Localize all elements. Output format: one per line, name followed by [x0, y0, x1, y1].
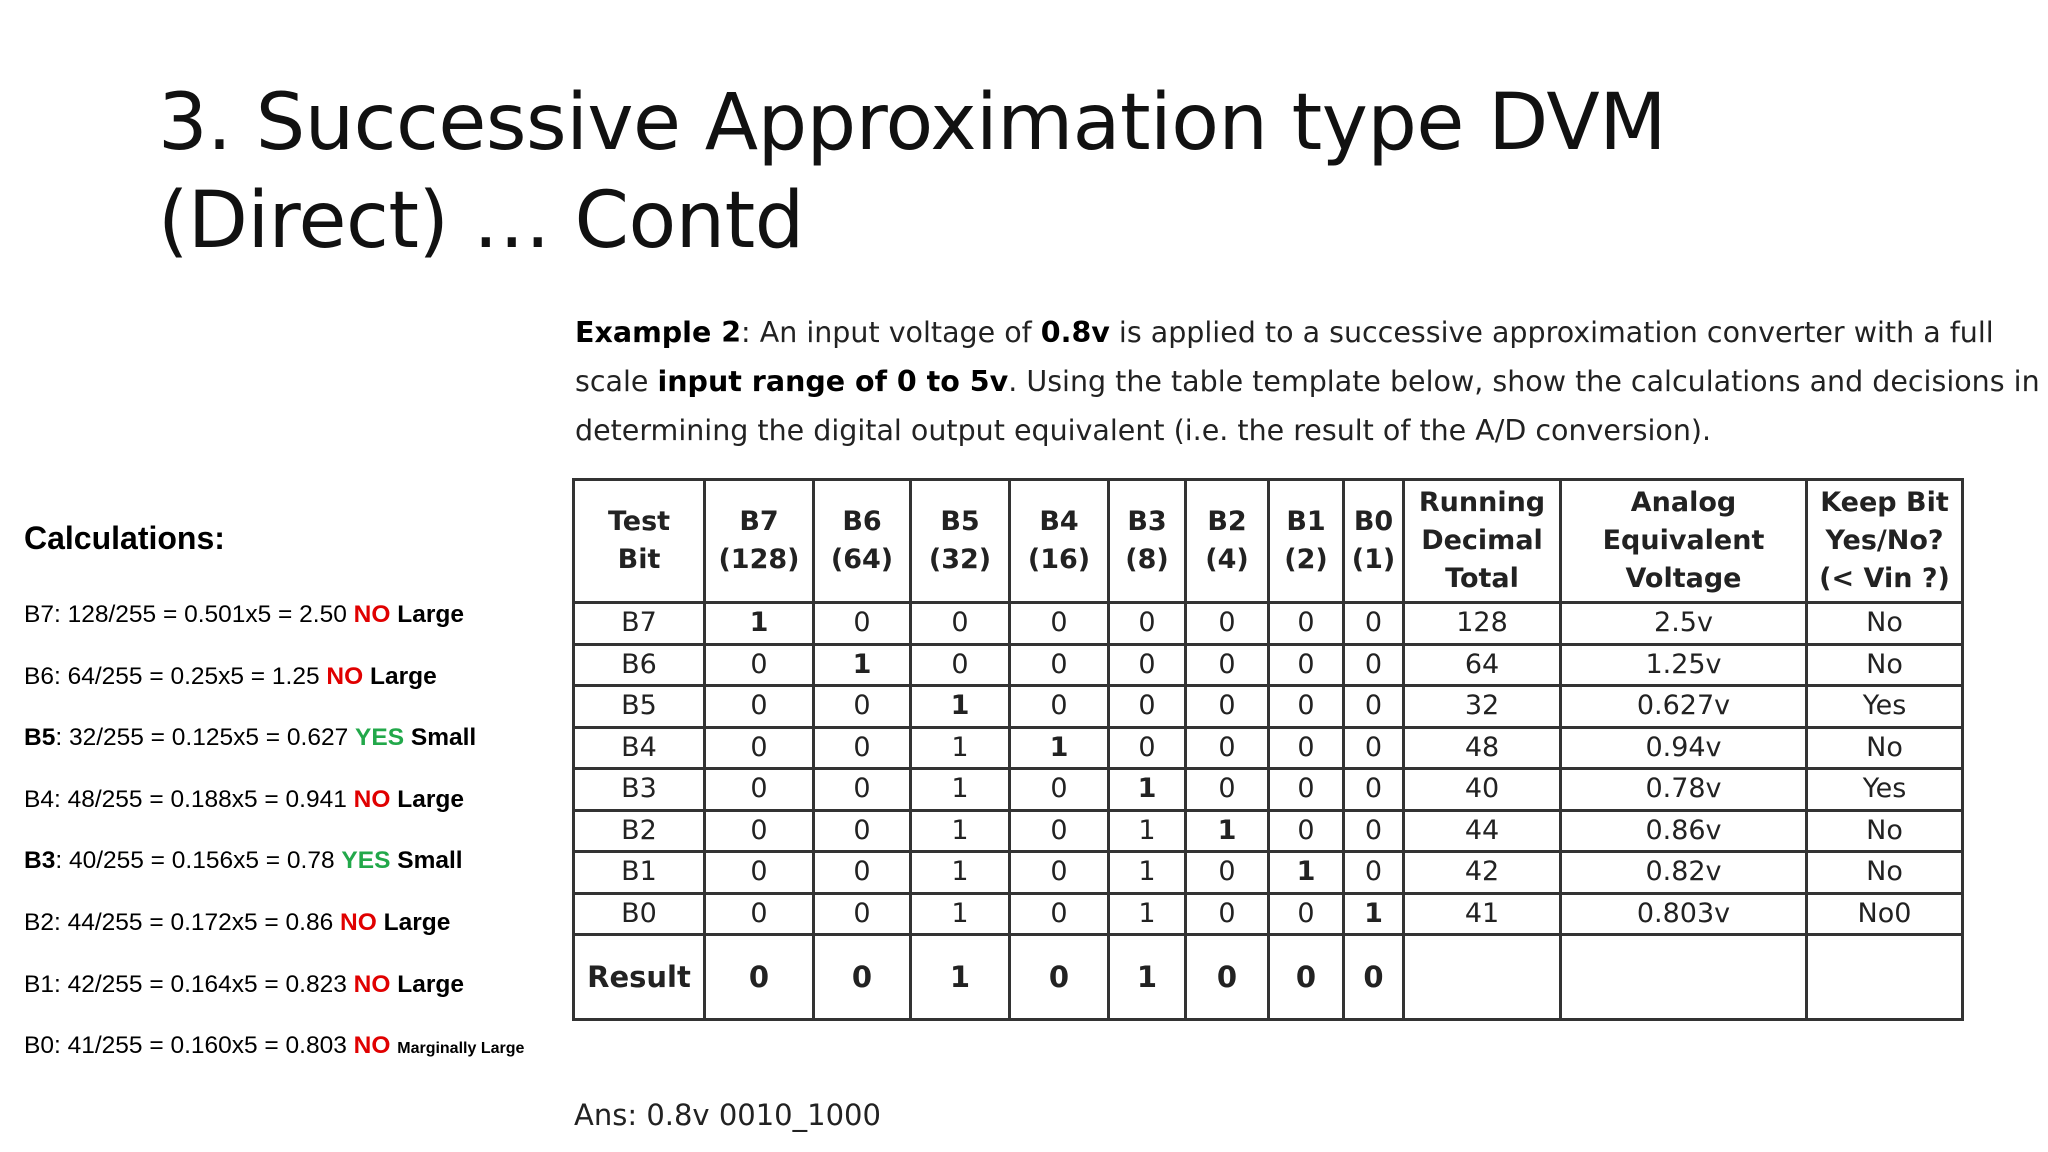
keep-bit-cell: Yes	[1807, 686, 1963, 728]
table-row	[574, 769, 1963, 811]
bit-cell: 1	[911, 769, 1010, 811]
bit-cell: 0	[705, 769, 814, 811]
bit-cell: 1	[1109, 852, 1186, 894]
table-header-text: Yes/No?	[1825, 525, 1944, 556]
analog-voltage-cell: 0.82v	[1561, 852, 1807, 894]
calculation-verdict: NO	[326, 662, 364, 690]
answer-text: Ans: 0.8v 0010_1000	[574, 1098, 881, 1132]
bit-cell: 0	[1344, 644, 1404, 686]
analog-voltage-cell: 0.86v	[1561, 810, 1807, 852]
calculation-bit: B1	[24, 970, 54, 998]
calculation-expression: : 32/255 = 0.125x5 = 0.627	[55, 724, 356, 752]
bit-cell: 0	[705, 644, 814, 686]
bit-cell: 0	[911, 644, 1010, 686]
table-header-text: (128)	[718, 544, 800, 575]
test-bit-cell: B1	[574, 852, 705, 894]
table-header-text: Equivalent	[1602, 525, 1765, 556]
bit-cell: 1	[1344, 893, 1404, 935]
running-total-cell: 128	[1404, 603, 1561, 645]
calculation-verdict: NO	[353, 970, 391, 998]
table-header-text: (2)	[1284, 544, 1328, 575]
test-bit-cell: B4	[574, 727, 705, 769]
calculation-expression: : 128/255 = 0.501x5 = 2.50	[53, 601, 354, 628]
table-header-cell	[1109, 480, 1186, 603]
calculation-bit: B6	[24, 662, 54, 690]
running-total-cell: 64	[1404, 644, 1561, 686]
keep-bit-cell: Yes	[1807, 769, 1963, 811]
table-header-text: B4	[1039, 506, 1079, 537]
calculation-verdict: NO	[340, 908, 377, 936]
table-header-cell	[814, 480, 911, 603]
bit-cell: 0	[1010, 810, 1109, 852]
bit-cell: 0	[1010, 769, 1109, 811]
example-voltage: 0.8v	[1040, 316, 1110, 349]
result-keep-bit-cell	[1807, 935, 1963, 1020]
keep-bit-cell: No	[1807, 810, 1963, 852]
bit-cell: 0	[1109, 727, 1186, 769]
table-header-text: B1	[1286, 506, 1326, 537]
bit-cell: 0	[1186, 893, 1269, 935]
calculation-expression: : 48/255 = 0.188x5 = 0.941	[53, 785, 354, 813]
analog-voltage-cell: 0.803v	[1561, 893, 1807, 935]
example-line-1	[575, 308, 2045, 357]
bit-cell: 0	[1269, 686, 1344, 728]
calculation-line	[24, 723, 564, 785]
table-header-cell	[1807, 480, 1963, 603]
bit-cell: 0	[814, 686, 911, 728]
calculation-bit: B7	[24, 601, 54, 628]
calculation-line	[24, 600, 564, 662]
bit-cell: 0	[1010, 852, 1109, 894]
calculation-verdict: YES	[355, 724, 405, 752]
calculation-line	[24, 970, 564, 1032]
bit-cell: 1	[1186, 810, 1269, 852]
calculation-expression: : 40/255 = 0.156x5 = 0.78	[55, 847, 342, 875]
keep-bit-cell: No	[1807, 603, 1963, 645]
calculation-kind: Large	[383, 908, 451, 936]
table-header-text: Voltage	[1625, 563, 1742, 594]
test-bit-cell: B3	[574, 769, 705, 811]
analog-voltage-cell: 0.627v	[1561, 686, 1807, 728]
running-total-cell: 42	[1404, 852, 1561, 894]
result-bit-cell: 1	[1109, 935, 1186, 1020]
table-header-text: B5	[940, 506, 980, 537]
table-header-cell	[1269, 480, 1344, 603]
slide-title-line-2: (Direct) … Contd	[158, 176, 804, 266]
table-header-text: (1)	[1351, 544, 1396, 575]
calculation-expression: : 41/255 = 0.160x5 = 0.803	[53, 1032, 354, 1060]
bit-cell: 0	[1344, 686, 1404, 728]
result-bit-cell: 0	[705, 935, 814, 1020]
result-bit-cell: 1	[911, 935, 1010, 1020]
table-header-text: (64)	[830, 544, 894, 575]
calculation-line	[24, 908, 564, 970]
table-header-cell	[1561, 480, 1807, 603]
bit-cell: 0	[814, 727, 911, 769]
table-row	[574, 603, 1963, 645]
table-row	[574, 686, 1963, 728]
example-line-2	[575, 357, 2045, 406]
calculation-bit: B4	[24, 785, 54, 813]
result-running-total-cell	[1404, 935, 1561, 1020]
table-header-text: Total	[1445, 563, 1519, 594]
calculation-line	[24, 785, 564, 847]
table-header-text: Keep Bit	[1820, 487, 1949, 518]
bit-cell: 0	[1186, 769, 1269, 811]
calculation-verdict: YES	[341, 847, 391, 875]
bit-cell: 0	[1269, 893, 1344, 935]
table-header-text: B0	[1353, 506, 1394, 537]
table-row	[574, 727, 1963, 769]
bit-cell: 1	[1109, 893, 1186, 935]
bit-cell: 0	[705, 810, 814, 852]
result-bit-cell: 0	[814, 935, 911, 1020]
calculation-verdict: NO	[353, 601, 391, 628]
calculation-kind: Small	[410, 724, 477, 752]
bit-cell: 1	[814, 644, 911, 686]
table-header-text: B2	[1207, 506, 1247, 537]
bit-cell: 0	[705, 686, 814, 728]
calculation-kind: Marginally Large	[397, 1040, 525, 1058]
bit-cell: 0	[1186, 727, 1269, 769]
bit-cell: 0	[1109, 644, 1186, 686]
bit-cell: 0	[911, 603, 1010, 645]
test-bit-cell: B5	[574, 686, 705, 728]
table-header-text: (16)	[1027, 544, 1091, 575]
bit-cell: 1	[911, 686, 1010, 728]
table-header-cell	[1010, 480, 1109, 603]
test-bit-cell: B7	[574, 603, 705, 645]
table-header-text: (32)	[928, 544, 992, 575]
table-header-text: (8)	[1125, 544, 1169, 575]
bit-cell: 0	[814, 893, 911, 935]
calculation-bit: B0	[24, 1032, 54, 1060]
result-bit-cell: 0	[1186, 935, 1269, 1020]
running-total-cell: 41	[1404, 893, 1561, 935]
conversion-table	[572, 478, 1964, 1021]
slide-title	[158, 74, 1858, 270]
bit-cell: 0	[1010, 686, 1109, 728]
bit-cell: 0	[1344, 810, 1404, 852]
example-text-part: is applied to a successive approximation converter with a full	[1109, 316, 1994, 349]
table-header-text: B6	[842, 506, 882, 537]
table-header-text: Analog	[1630, 487, 1737, 518]
bit-cell: 0	[1344, 727, 1404, 769]
example-line-3: determining the digital output equivalent (i.e. the result of the A/D conversion).	[575, 414, 1712, 447]
calculation-bit: B2	[24, 908, 54, 936]
example-text-part: scale	[575, 365, 658, 398]
bit-cell: 0	[1010, 893, 1109, 935]
bit-cell: 0	[814, 603, 911, 645]
test-bit-cell: B6	[574, 644, 705, 686]
calculations-heading: Calculations:	[24, 520, 225, 556]
test-bit-cell: B2	[574, 810, 705, 852]
keep-bit-cell: No	[1807, 727, 1963, 769]
example-range: input range of 0 to 5v	[657, 365, 1009, 398]
bit-cell: 0	[705, 893, 814, 935]
calculation-expression: : 64/255 = 0.25x5 = 1.25	[53, 662, 327, 690]
analog-voltage-cell: 1.25v	[1561, 644, 1807, 686]
calculation-kind: Large	[397, 785, 464, 813]
example-text-part: . Using the table template below, show the calculations and decisions in	[1008, 365, 2040, 398]
bit-cell: 1	[1109, 769, 1186, 811]
calculation-expression: : 42/255 = 0.164x5 = 0.823	[53, 970, 354, 998]
bit-cell: 0	[1344, 852, 1404, 894]
bit-cell: 0	[814, 852, 911, 894]
table-header-text: B7	[739, 506, 779, 537]
table-header-text: (4)	[1205, 544, 1249, 575]
bit-cell: 1	[911, 852, 1010, 894]
bit-cell: 0	[1269, 810, 1344, 852]
result-analog-voltage-cell	[1561, 935, 1807, 1020]
bit-cell: 0	[1186, 644, 1269, 686]
calculation-line	[24, 1031, 564, 1093]
bit-cell: 0	[705, 727, 814, 769]
result-bit-cell: 0	[1344, 935, 1404, 1020]
calculation-line	[24, 662, 564, 724]
table-header-text: Decimal	[1421, 525, 1543, 556]
bit-cell: 0	[1344, 769, 1404, 811]
calculation-line	[24, 846, 564, 908]
running-total-cell: 48	[1404, 727, 1561, 769]
table-header-cell	[705, 480, 814, 603]
running-total-cell: 32	[1404, 686, 1561, 728]
calculation-kind: Large	[397, 601, 464, 628]
bit-cell: 0	[1269, 769, 1344, 811]
bit-cell: 1	[911, 893, 1010, 935]
keep-bit-cell: No	[1807, 852, 1963, 894]
calculation-expression: : 44/255 = 0.172x5 = 0.86	[53, 908, 341, 936]
bit-cell: 0	[705, 852, 814, 894]
keep-bit-cell: No0	[1807, 893, 1963, 935]
table-header-cell	[1344, 480, 1404, 603]
keep-bit-cell: No	[1807, 644, 1963, 686]
analog-voltage-cell: 0.94v	[1561, 727, 1807, 769]
bit-cell: 0	[1186, 686, 1269, 728]
example-text	[575, 308, 2045, 455]
table-header-cell	[1186, 480, 1269, 603]
calculations-list	[24, 600, 564, 1093]
table-row	[574, 810, 1963, 852]
bit-cell: 1	[1010, 727, 1109, 769]
bit-cell: 0	[1010, 644, 1109, 686]
bit-cell: 0	[1269, 603, 1344, 645]
table-row	[574, 644, 1963, 686]
table-header-text: (< Vin ?)	[1819, 563, 1950, 594]
calculation-verdict: NO	[353, 785, 391, 813]
analog-voltage-cell: 0.78v	[1561, 769, 1807, 811]
table-header-text: Test	[607, 506, 671, 537]
calculation-bit: B3	[24, 847, 56, 875]
result-row	[574, 935, 1963, 1020]
bit-cell: 0	[1186, 603, 1269, 645]
result-label-cell: Result	[574, 935, 705, 1020]
table-row	[574, 893, 1963, 935]
table-header-text: Bit	[617, 544, 661, 575]
running-total-cell: 40	[1404, 769, 1561, 811]
slide-title-line-1: 3. Successive Approximation type DVM	[158, 78, 1667, 168]
bit-cell: 0	[1109, 603, 1186, 645]
bit-cell: 1	[1269, 852, 1344, 894]
table-header-cell	[574, 480, 705, 603]
table-row	[574, 852, 1963, 894]
test-bit-cell: B0	[574, 893, 705, 935]
result-bit-cell: 0	[1010, 935, 1109, 1020]
calculation-verdict: NO	[353, 1032, 391, 1060]
bit-cell: 1	[705, 603, 814, 645]
calculation-bit: B5	[24, 724, 56, 752]
calculation-kind: Large	[369, 662, 437, 690]
bit-cell: 0	[1269, 644, 1344, 686]
calculation-kind: Small	[397, 847, 463, 875]
table-header-row	[574, 480, 1963, 603]
bit-cell: 0	[1186, 852, 1269, 894]
bit-cell: 0	[1010, 603, 1109, 645]
bit-cell: 1	[911, 727, 1010, 769]
example-text-part: : An input voltage of	[741, 316, 1041, 349]
bit-cell: 1	[911, 810, 1010, 852]
table-header-cell	[1404, 480, 1561, 603]
analog-voltage-cell: 2.5v	[1561, 603, 1807, 645]
table-header-cell	[911, 480, 1010, 603]
table-header-text: Running	[1418, 487, 1546, 518]
bit-cell: 0	[1109, 686, 1186, 728]
table-header-text: B3	[1127, 506, 1167, 537]
bit-cell: 0	[814, 769, 911, 811]
calculation-kind: Large	[397, 970, 464, 998]
example-label: Example 2	[575, 316, 742, 349]
bit-cell: 1	[1109, 810, 1186, 852]
bit-cell: 0	[814, 810, 911, 852]
bit-cell: 0	[1269, 727, 1344, 769]
result-bit-cell: 0	[1269, 935, 1344, 1020]
bit-cell: 0	[1344, 603, 1404, 645]
running-total-cell: 44	[1404, 810, 1561, 852]
